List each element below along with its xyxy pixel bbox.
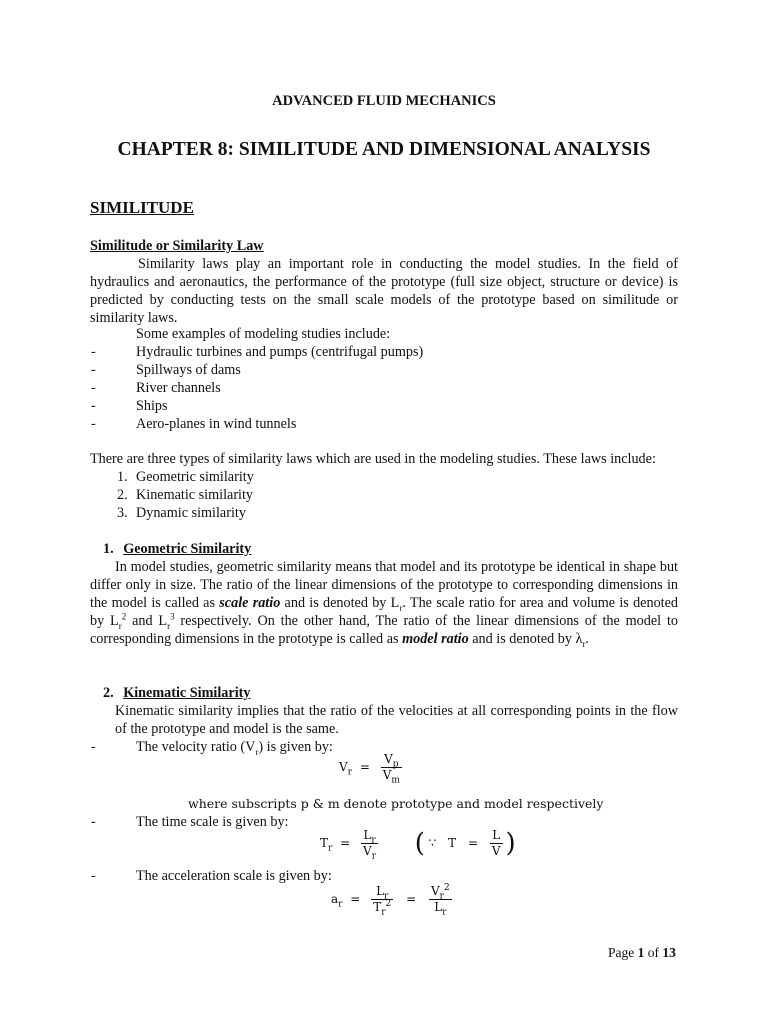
page-footer: Page 1 of 13: [608, 945, 676, 960]
examples-list: [0, 343, 768, 433]
velocity-label: - The velocity ratio $(V_r)$ is given by:: [91, 739, 333, 757]
where-note: where subscripts p & m denote prototype and model respectively: [188, 796, 604, 811]
intro-paragraph: Similarity laws play an important role in conducting the model studies. In the field of hydraulics and aeronautics, the performance of the prototype (full size object, structure or device) is predicted by conducting tests on the small scale models of the prototype based on similitude or similarity laws.: [90, 256, 678, 326]
list-item: 1. Geometric similarity: [117, 469, 254, 485]
chapter-title: CHAPTER 8: SIMILITUDE AND DIMENSIONAL ANALYSIS: [117, 139, 651, 160]
list-item: - Spillways of dams: [91, 362, 241, 378]
geometric-heading: 1. Geometric Similarity: [103, 541, 252, 557]
examples-intro: Some examples of modeling studies include:: [136, 326, 391, 342]
list-item: 2. Kinematic similarity: [117, 487, 254, 503]
time-label: - The time scale is given by:: [91, 814, 289, 830]
course-title: ADVANCED FLUID MECHANICS: [272, 93, 496, 109]
velocity-ratio-equation: $V_r$ = $\frac{V_p}{V_m}$: [339, 752, 400, 786]
kinematic-paragraph: Kinematic similarity implies that the ratio of the velocities at all corresponding points in the flow of the prototype and model is the same.: [115, 703, 678, 737]
list-item: 3. Dynamic similarity: [117, 505, 246, 521]
list-item: - River channels: [91, 380, 221, 396]
geometric-paragraph: In model studies, geometric similarity means that model and its prototype be identical in shape but differ only in size. The ratio of the linear dimensions of the prototype to corresponding dimensions in the model is called as scale ratio and is denoted by $L_r$. The scale ratio for area and volume is denoted by $L_r^2$ and $L_r^3$ respectively. On the other hand, The ratio of the linear dimensions of the model to corresponding dimensions in the prototype is called as model ratio and is denoted by $\lambda_r$.: [90, 559, 679, 649]
section-title: SIMILITUDE: [90, 198, 194, 217]
types-intro: There are three types of similarity laws which are used in the modeling studies. These laws include:: [90, 451, 656, 467]
list-item: - Hydraulic turbines and pumps (centrifugal pumps): [91, 344, 424, 360]
list-item: - Aero-planes in wind tunnels: [91, 416, 297, 432]
types-list: [0, 468, 768, 522]
time-scale-equation: $T_r$ = $\frac{L_r}{V_r}$ ( ∵ T = $\frac{L}{V}$ ): [320, 828, 516, 862]
acceleration-scale-equation: $a_r$ = $\frac{L_r}{T_r^2}$ = $\frac{V_r^2}{L_r}$: [331, 883, 450, 918]
list-item: - Ships: [91, 398, 168, 414]
subsection-title: Similitude or Similarity Law: [90, 238, 264, 254]
kinematic-heading: 2. Kinematic Similarity: [103, 685, 251, 701]
acceleration-label: - The acceleration scale is given by:: [91, 868, 332, 884]
